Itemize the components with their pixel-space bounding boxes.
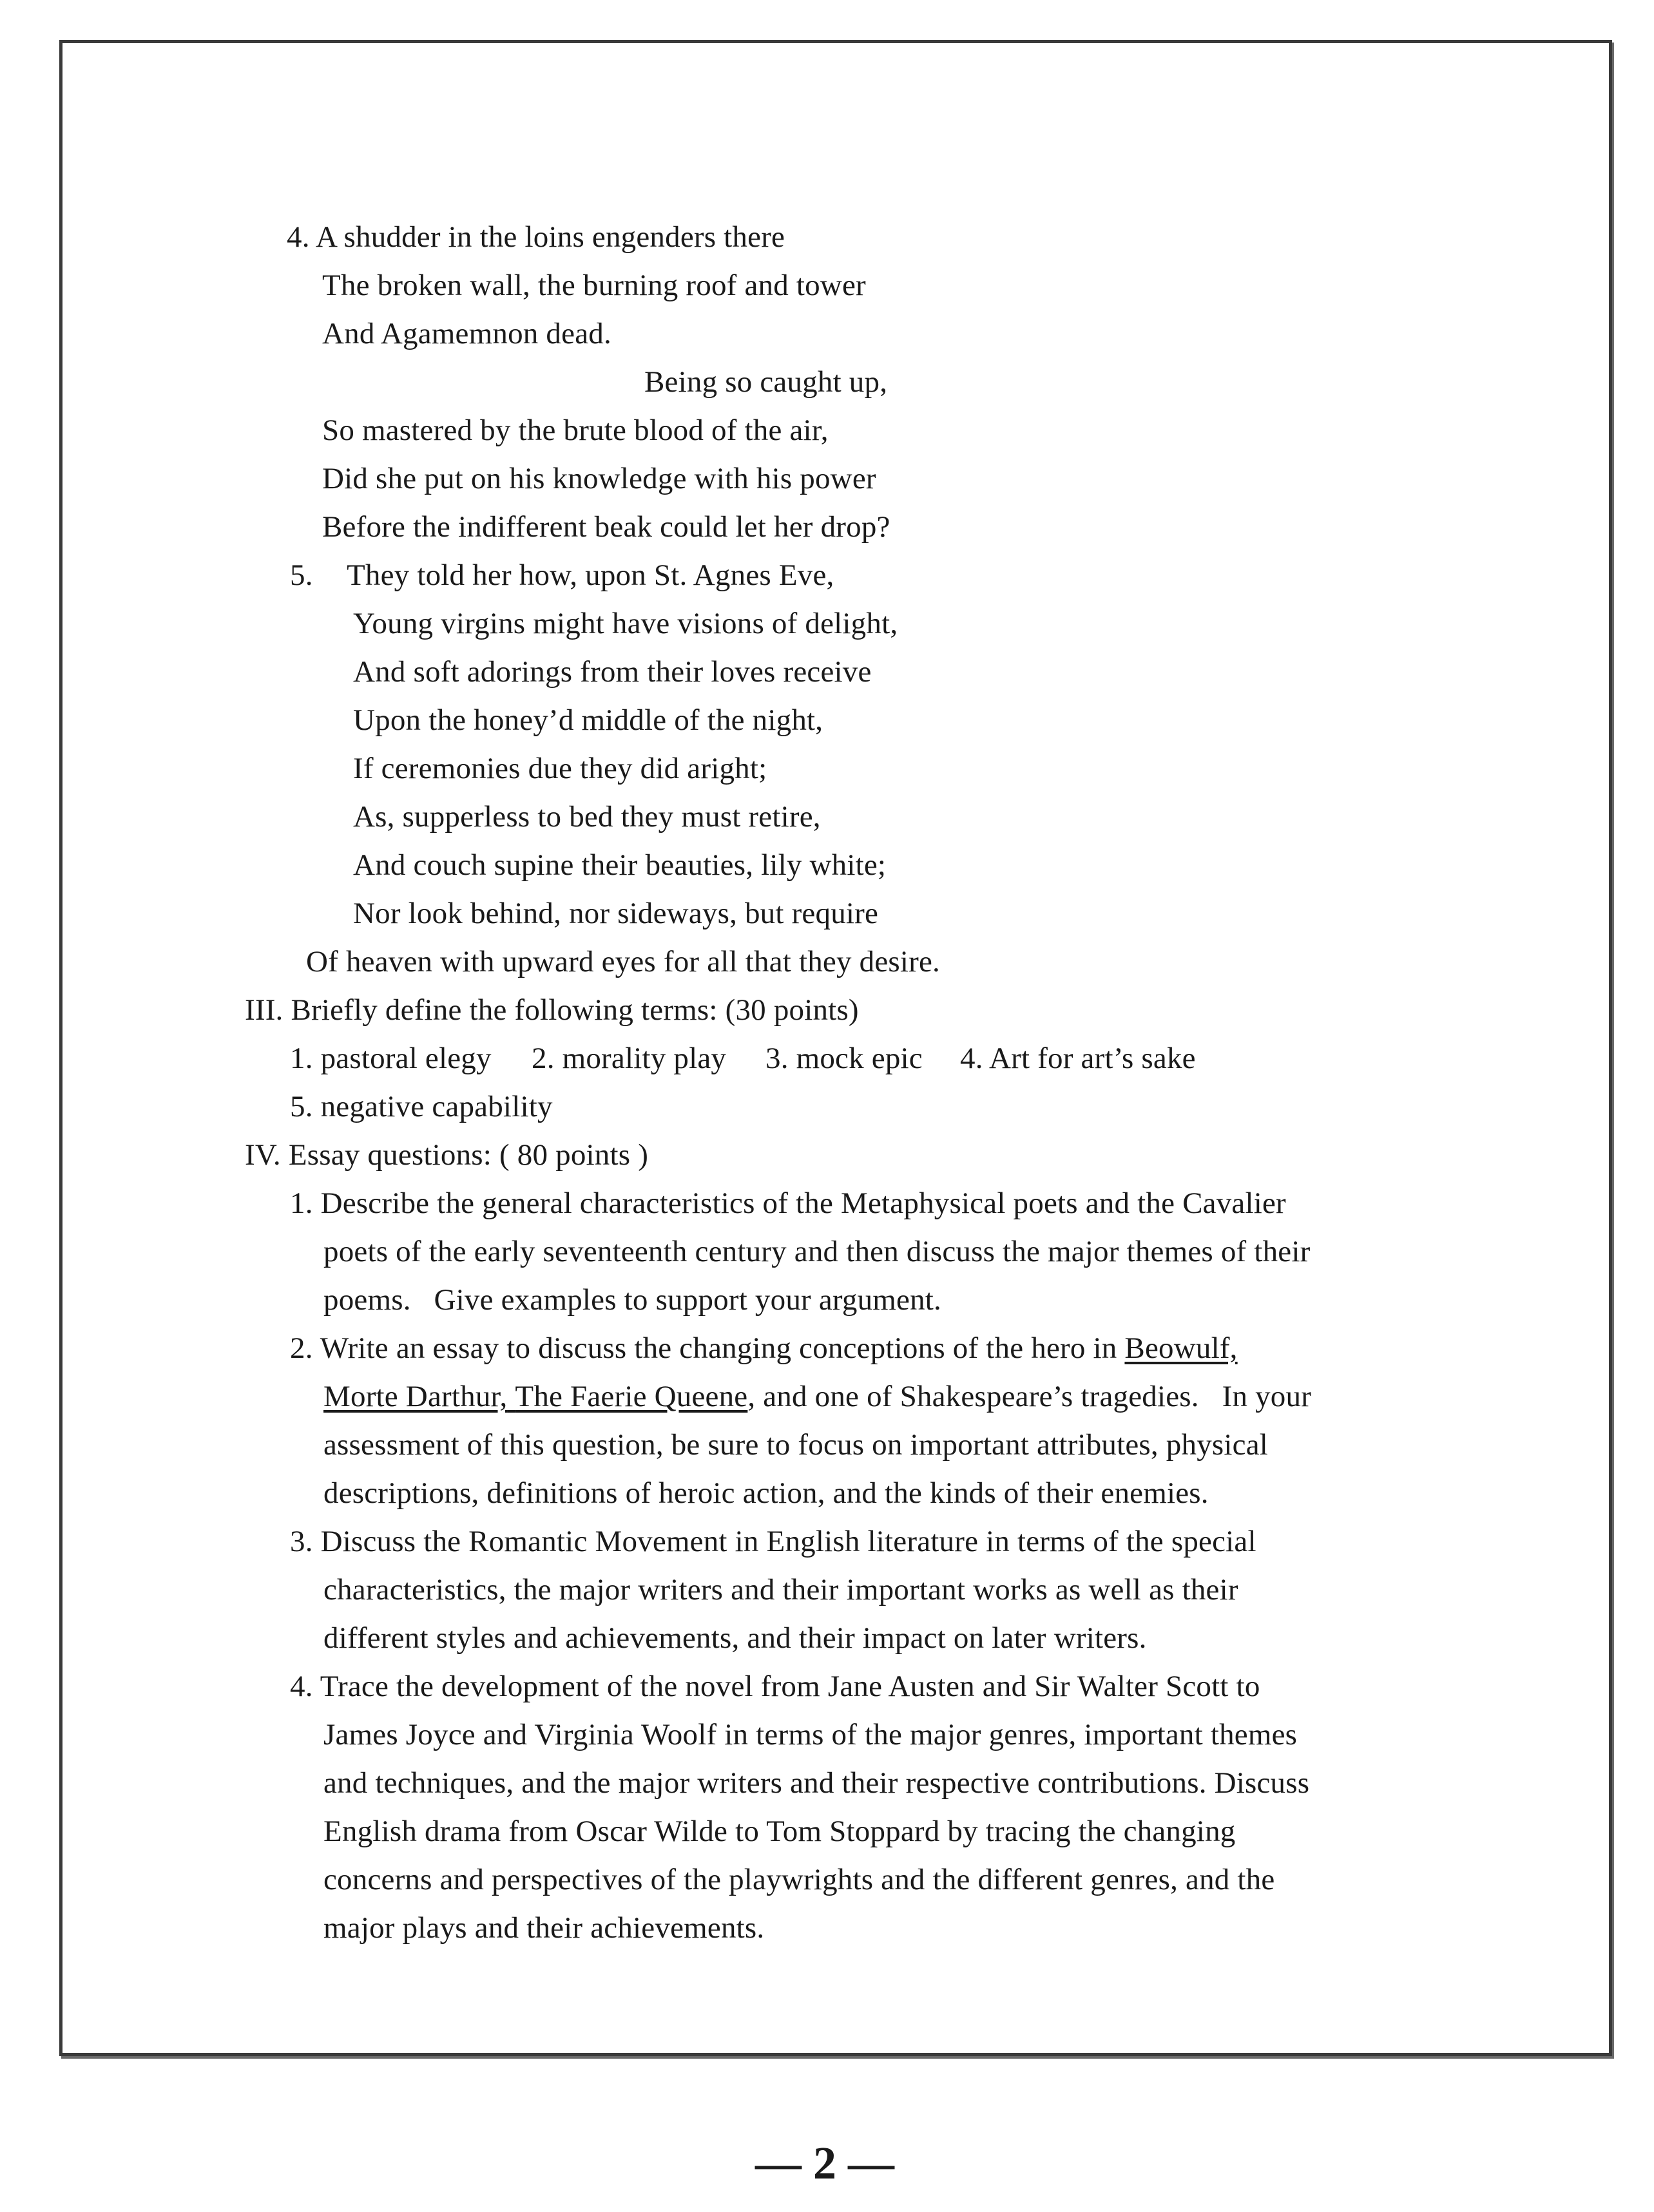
poem5-line-3: And soft adorings from their loves receive (353, 655, 872, 689)
poem5-line-7: And couch supine their beauties, lily white; (353, 848, 887, 882)
poem5-line-6: As, supperless to bed they must retire, (353, 800, 821, 834)
poem4-line-5: So mastered by the brute blood of the air, (322, 414, 829, 447)
poem5-line-1 (290, 556, 834, 595)
q2-line-4: descriptions, definitions of heroic action, and the kinds of their enemies. (323, 1476, 1209, 1510)
q2-number: 2. (290, 1331, 313, 1365)
term-5: 5. negative capability (290, 1090, 553, 1123)
q4-line-4: English drama from Oscar Wilde to Tom Stoppard by tracing the changing (323, 1815, 1236, 1848)
term-1: 1. pastoral elegy (290, 1042, 492, 1075)
term-4: 4. Art for art’s sake (960, 1042, 1196, 1075)
section4-heading: IV. Essay questions: ( 80 points ) (245, 1138, 649, 1172)
q2-line-2 (323, 1377, 1311, 1416)
term-2: 2. morality play (532, 1042, 727, 1075)
q2-line-1 (290, 1329, 1238, 1368)
q4-line-1 (290, 1667, 1260, 1706)
q1-line-1 (290, 1184, 1286, 1223)
poem5-line-8: Nor look behind, nor sideways, but require (353, 897, 879, 930)
poem4-line-1 (287, 218, 785, 256)
poem4-text-1: A shudder in the loins engenders there (316, 220, 785, 254)
q1-text-1: Describe the general characteristics of the Metaphysical poets and the Cavalier (320, 1187, 1286, 1220)
poem4-line-2: The broken wall, the burning roof and tower (322, 269, 866, 302)
q2-text-2: , and one of Shakespeare’s tragedies. In your (747, 1380, 1312, 1413)
q2-text-1: Write an essay to discuss the changing conceptions of the hero in (320, 1331, 1125, 1365)
poem4-line-4: Being so caught up, (644, 365, 888, 399)
title-beowulf: Beowulf, (1124, 1331, 1238, 1365)
q2-line-3: assessment of this question, be sure to focus on important attributes, physical (323, 1428, 1269, 1462)
q4-line-5: concerns and perspectives of the playwrights and the different genres, and the (323, 1863, 1275, 1896)
poem4-line-7: Before the indifferent beak could let her drop? (322, 510, 890, 544)
poem4-line-3: And Agamemnon dead. (322, 317, 611, 350)
page-number: — 2 — (755, 2137, 894, 2189)
q4-number: 4. (290, 1670, 313, 1703)
poem5-line-4: Upon the honey’d middle of the night, (353, 703, 823, 737)
section3-terms-row-1 (290, 1039, 1196, 1078)
q4-line-6: major plays and their achievements. (323, 1911, 765, 1945)
q1-number: 1. (290, 1187, 313, 1220)
poem5-line-5: If ceremonies due they did aright; (353, 752, 767, 785)
poem4-number: 4. (287, 220, 310, 254)
q3-line-1 (290, 1522, 1256, 1561)
q1-line-3: poems. Give examples to support your argument. (323, 1283, 942, 1317)
q3-line-2: characteristics, the major writers and their important works as well as their (323, 1573, 1238, 1607)
q1-line-2: poets of the early seventeenth century and then discuss the major themes of their (323, 1235, 1311, 1268)
title-morte-darthur: Morte Darthur, (323, 1380, 508, 1413)
q3-text-1: Discuss the Romantic Movement in English literature in terms of the special (320, 1525, 1256, 1558)
poem4-line-6: Did she put on his knowledge with his power (322, 462, 876, 495)
section3-heading: III. Briefly define the following terms: (30 points) (245, 993, 859, 1027)
poem5-text-1: They told her how, upon St. Agnes Eve, (347, 558, 834, 592)
q3-number: 3. (290, 1525, 313, 1558)
term-3: 3. mock epic (765, 1042, 923, 1075)
q4-text-1: Trace the development of the novel from Jane Austen and Sir Walter Scott to (320, 1670, 1260, 1703)
q4-line-2: James Joyce and Virginia Woolf in terms of the major genres, important themes (323, 1718, 1298, 1751)
q3-line-3: different styles and achievements, and their impact on later writers. (323, 1621, 1147, 1655)
poem5-number: 5. (290, 558, 313, 592)
title-faerie-queene: The Faerie Queene (515, 1380, 748, 1413)
poem5-line-2: Young virgins might have visions of delight, (353, 607, 898, 640)
q4-line-3: and techniques, and the major writers and their respective contributions. Discuss (323, 1766, 1310, 1800)
poem5-line-9: Of heaven with upward eyes for all that they desire. (306, 945, 940, 978)
